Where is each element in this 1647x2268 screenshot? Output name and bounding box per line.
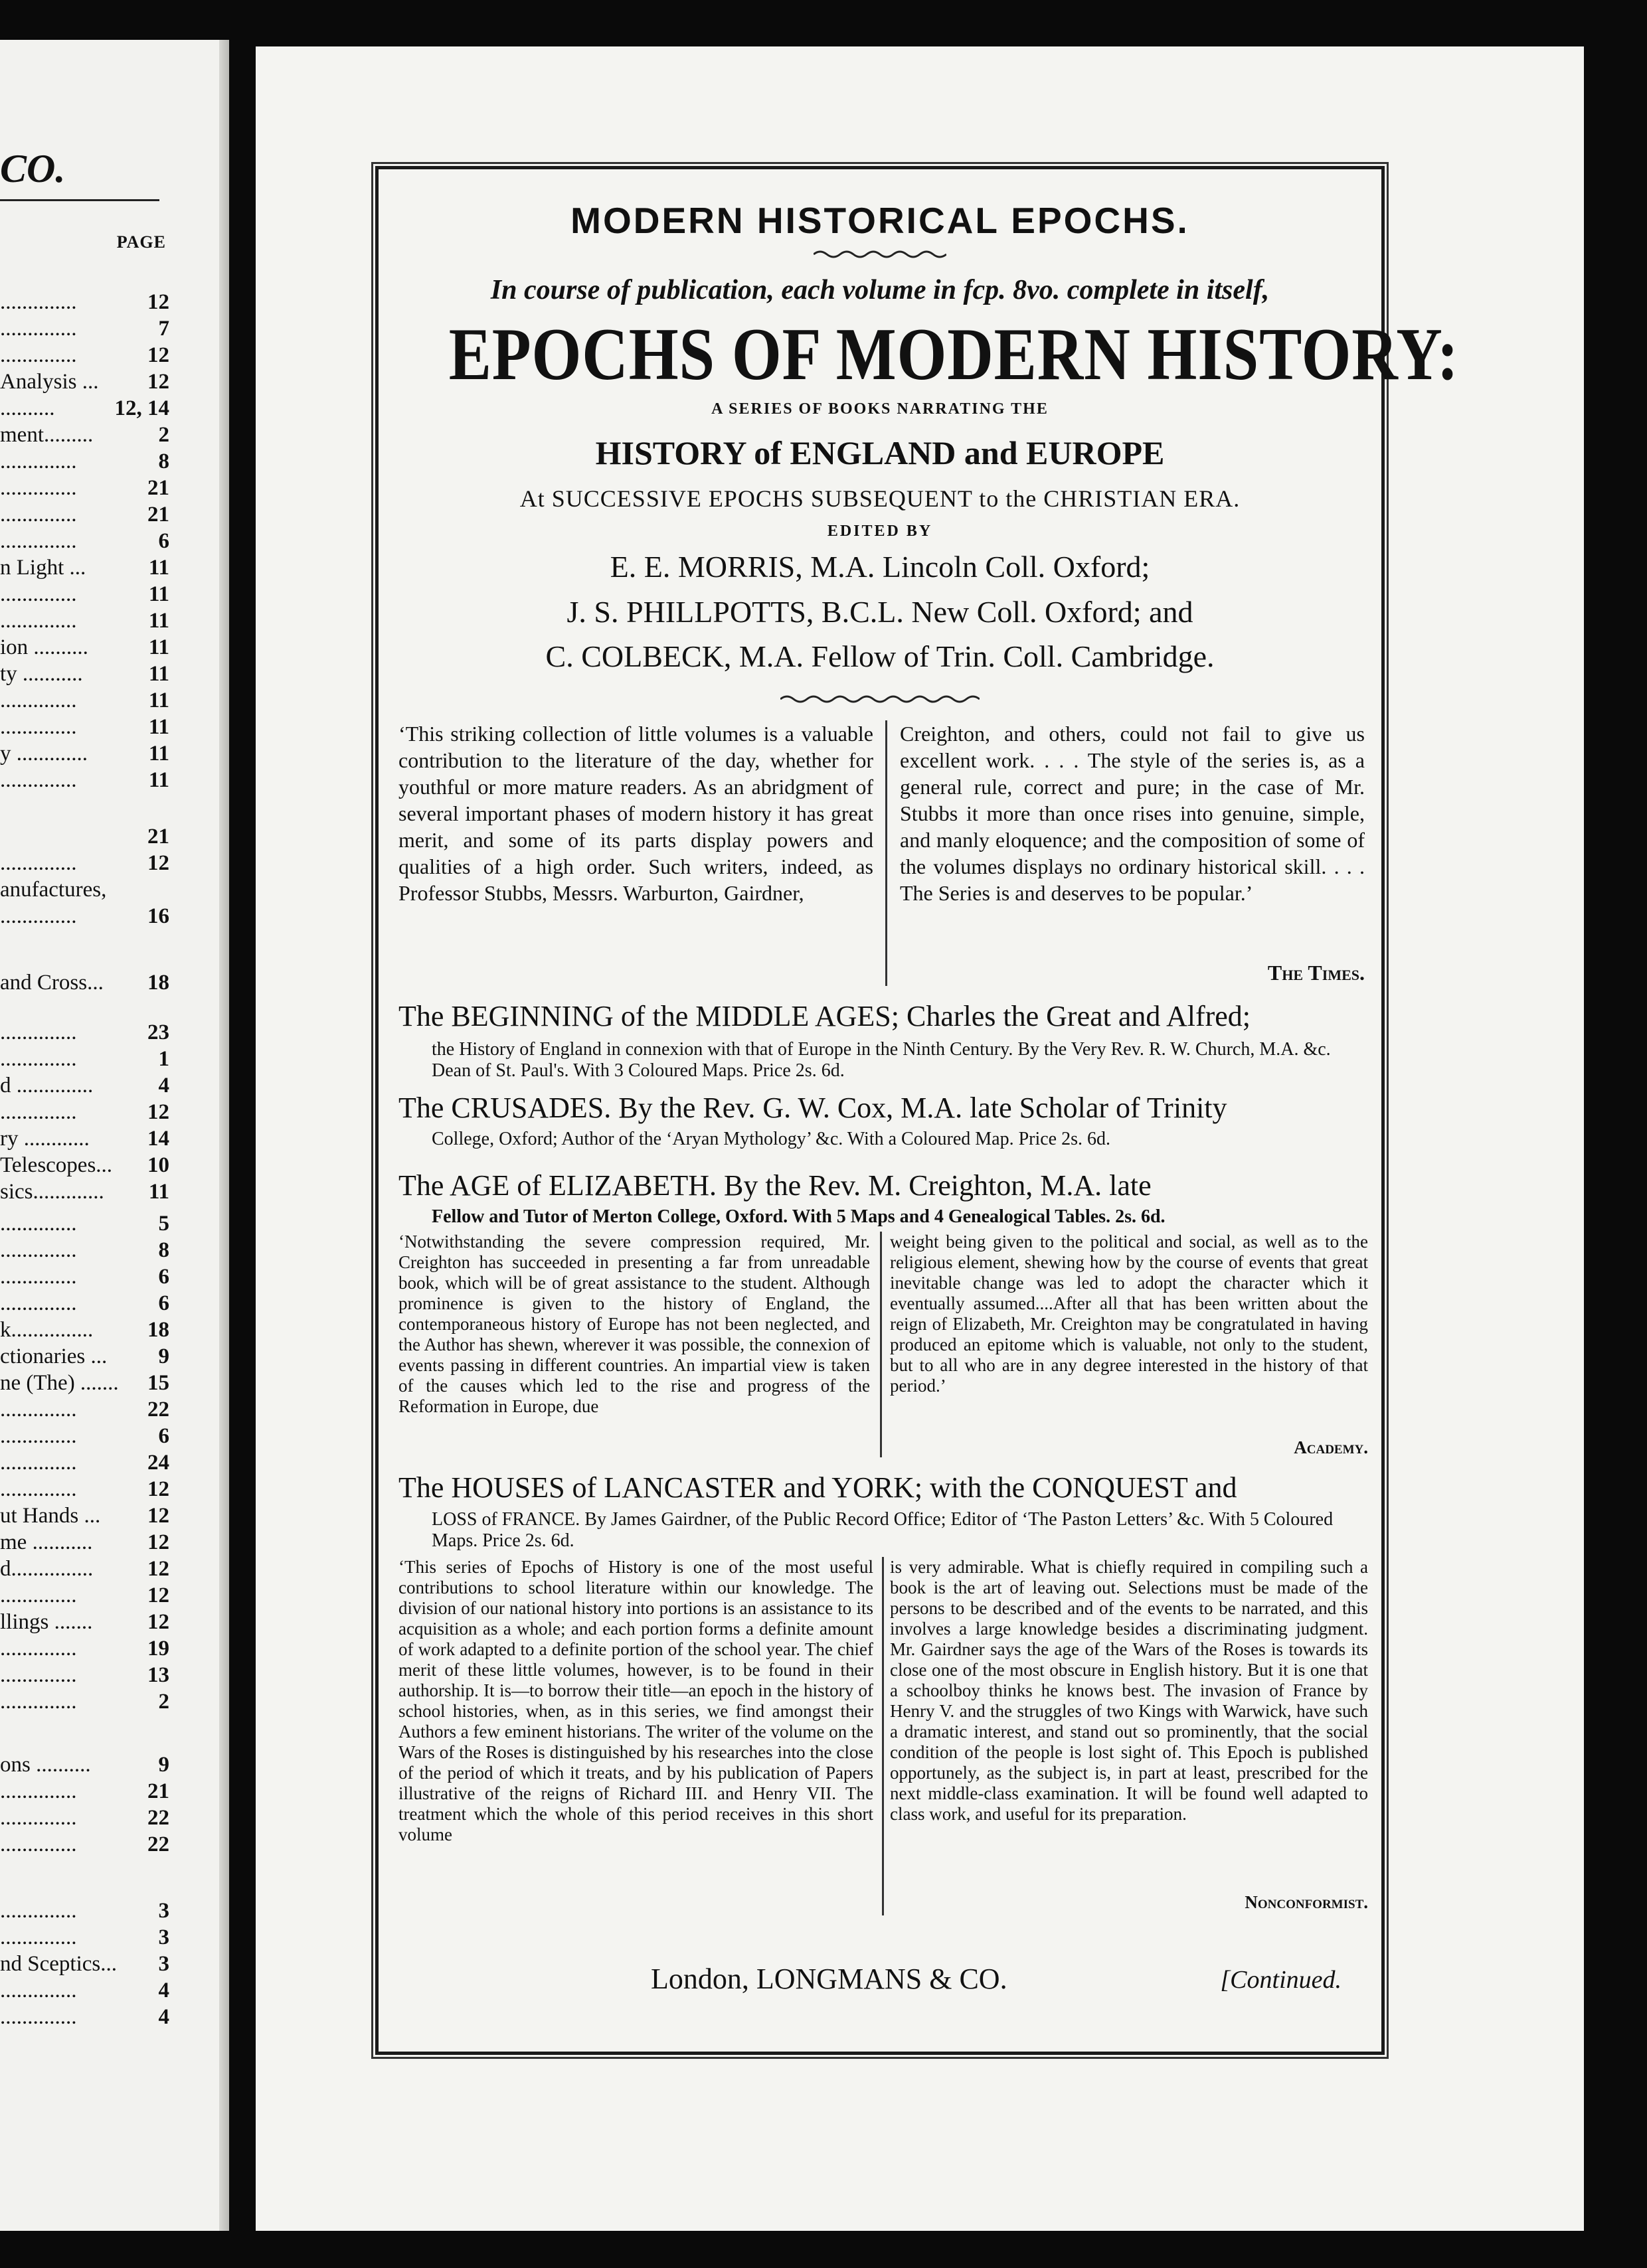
index-row [0,1805,169,1831]
index-row [0,1502,169,1529]
index-row [0,876,169,903]
index-row-label: .............. [0,609,77,633]
index-row [0,1317,169,1343]
index-row-page-number: 2 [158,423,169,447]
index-row-page-number: 24 [147,1451,169,1475]
index-row-label: .............. [0,529,77,553]
index-row [0,289,169,315]
book-title-elizabeth: The AGE of ELIZABETH. By the Rev. M. Creighton, M.A. late [398,1169,1152,1202]
book-gutter [219,40,229,2231]
index-row-page-number: 12 [147,1583,169,1607]
index-row-page-number: 8 [158,1238,169,1262]
index-row-page-number: 22 [147,1398,169,1421]
index-row-label: .............. [0,1212,77,1236]
nonconformist-review-left: ‘This series of Epochs of History is one of the most useful contributions to school literature within our knowledge. The division of our national history into portions is an assistance to its acquisition as a whole; and each portion forms a definite amount of work adapted to a definite portion of the school year. The chief merit of these little volumes, however, is to be found in their authorship. It is—to borrow their title—an epoch in the history of school histories, when, as in this series, we find amongst their Authors a few eminent historians. The writer of the volume on the Wars of the Roses is distinguished by his researches into the close of the period of which it treats, and by his publication of Papers illustrative of the reigns of Richard III. and Henry VII. The treatment which the whole of this period receives in this short volume [398,1557,873,1844]
index-row-label: ons .......... [0,1753,91,1777]
index-row [0,581,169,608]
index-row [0,634,169,661]
index-row-label: anufactures, [0,878,107,902]
page-column-header: PAGE [116,232,166,252]
index-row-label: .............. [0,904,77,928]
index-row-page-number: 9 [158,1753,169,1777]
index-row-label: .............. [0,1020,77,1044]
publication-note: In course of publication, each volume in fcp. 8vo. complete in itself, [490,275,1270,305]
index-row-label: .............. [0,715,77,739]
ad-header: MODERN HISTORICAL EPOCHS. [570,200,1189,241]
index-row [0,969,169,996]
continued-note: [Continued. [1220,1966,1342,1994]
divider [0,199,159,201]
index-row-label: .............. [0,290,77,314]
times-review-right: Creighton, and others, could not fail to give us excellent work. . . . The style of the series is, as a general rule, correct and pure; in the case of Mr. Stubbs it more than once rises into genuine, simple, and manly eloquence; and the composition of some of the volumes displays no ordinary historical skill. . . . The Series is and deserves to be popular.’ [900,722,1365,905]
flourish-ornament [814,249,946,260]
index-row [0,1662,169,1688]
index-row [0,315,169,342]
column-divider [882,1557,884,1915]
index-row [0,1556,169,1582]
index-row-page-number: 6 [158,1265,169,1289]
index-row-page-number: 3 [158,1899,169,1923]
index-row [0,1529,169,1556]
index-row-label: .............. [0,851,77,875]
index-row [0,740,169,767]
index-row [0,661,169,687]
index-row-page-number: 5 [158,1212,169,1236]
index-row-label: llings ....... [0,1610,93,1634]
index-row-page-number: 11 [148,609,169,633]
index-row-label: .............. [0,317,77,341]
index-row [0,1609,169,1635]
index-row-page-number: 12 [147,1477,169,1501]
index-row-page-number: 11 [148,688,169,712]
index-row-page-number: 7 [158,317,169,341]
index-row-page-number: 22 [147,1806,169,1830]
times-review-left: ‘This striking collection of little volumes is a valuable contribution to the literature of the day, whether for youthful or more mature readers. As an abridgment of several important phases of modern history it has great merit, and some of its parts display powers and qualities of a high order. Such writers, indeed, as Professor Stubbs, Messrs. Warburton, Gairdner, [398,722,873,905]
index-row [0,1635,169,1662]
index-row-page-number: 12 [147,370,169,394]
advertisement-page [256,46,1584,2231]
index-row [0,1582,169,1609]
index-row [0,1751,169,1778]
index-row [0,1210,169,1237]
index-row [0,1898,169,1924]
index-row [0,1977,169,2004]
column-divider [880,1232,882,1457]
index-row [0,823,169,850]
index-row-page-number: 12 [147,343,169,367]
index-row-label: .............. [0,582,77,606]
advertisement-frame [375,166,1459,2055]
nonconformist-source: Nonconformist. [1245,1892,1368,1912]
book-title-lancaster-york: The HOUSES of LANCASTER and YORK; with the CONQUEST and [398,1471,1237,1504]
index-row-page-number: 21 [147,825,169,849]
index-row-page-number: 19 [147,1637,169,1660]
index-row-page-number: 11 [148,1180,169,1204]
index-row [0,1778,169,1805]
index-row [0,1831,169,1858]
index-row-label: .......... [0,396,55,420]
book-title-middle-ages: The BEGINNING of the MIDDLE AGES; Charles the Great and Alfred; [398,1000,1251,1032]
editor-3: C. COLBECK, M.A. Fellow of Trin. Coll. Cambridge. [545,639,1215,673]
index-row-label: .............. [0,1047,77,1071]
index-row-page-number: 4 [158,1979,169,2002]
index-row-page-number: 6 [158,1291,169,1315]
index-row [0,1370,169,1396]
index-row-label: .............. [0,1398,77,1421]
index-row-page-number: 12 [147,1530,169,1554]
index-row-page-number: 10 [147,1153,169,1177]
index-row-label: sics............. [0,1180,104,1204]
index-row-label: .............. [0,688,77,712]
index-row [0,1924,169,1951]
index-row-label: .............. [0,503,77,526]
index-row-label: .............. [0,1424,77,1448]
index-row [0,1072,169,1099]
book-desc-elizabeth: Fellow and Tutor of Merton College, Oxford. With 5 Maps and 4 Genealogical Tables. 2s. 6d. [432,1206,1166,1227]
index-row-label: .............. [0,1663,77,1687]
index-row-label: .............. [0,1779,77,1803]
index-row-page-number: 3 [158,1925,169,1949]
index-row-label: nd Sceptics... [0,1952,117,1976]
index-row [0,448,169,475]
index-row-page-number: 12 [147,1610,169,1634]
index-row [0,903,169,930]
index-row-page-number: 12 [147,1557,169,1581]
index-row-label: .............. [0,476,77,500]
index-row [0,528,169,554]
index-row-page-number: 11 [148,768,169,792]
series-line: A SERIES OF BOOKS NARRATING THE [711,400,1049,418]
index-row-label: me ........... [0,1530,93,1554]
index-row [0,1237,169,1263]
index-row [0,395,169,422]
index-row-page-number: 18 [147,971,169,995]
index-row-label: ne (The) ....... [0,1371,119,1395]
index-row [0,368,169,395]
index-row-page-number: 16 [147,904,169,928]
index-row [0,1688,169,1715]
index-row-page-number: 11 [148,742,169,766]
index-row [0,608,169,634]
index-row-label: .............. [0,1925,77,1949]
index-row-page-number: 11 [148,635,169,659]
history-line: HISTORY of ENGLAND and EUROPE [595,434,1165,471]
index-row-page-number: 4 [158,1074,169,1097]
index-row-page-number: 12 [147,1100,169,1124]
edited-by-label: EDITED BY [827,523,933,540]
index-row-label: .............. [0,1265,77,1289]
index-row [0,1152,169,1178]
index-row-label: .............. [0,1637,77,1660]
index-row-page-number: 12, 14 [114,396,169,420]
nonconformist-review-right: is very admirable. What is chiefly required in compiling such a book is the art of leaving out. Selections must be made of the persons to be described and of the events to be narrated, and this involves a large knowledge besides a discriminating judgment. Mr. Gairdner says the age of the Wars of the Roses is towards its close one of the most obscure in English history. But it is one that a schoolboy thinks he knows best. The invasion of France by Henry V. and the struggles of two Kings with Warwick, have such a dramatic interest, and stand out so prominently, that the social condition of the people is lost sight of. This Epoch is published opportunely, as the subject is, in part at least, prescribed for the next middle-class examination. It will be found well adapted to class work, and useful for its preparation. [890,1557,1368,1824]
index-row-label: and Cross... [0,971,104,995]
index-row [0,1290,169,1317]
index-row-label: .............. [0,1238,77,1262]
index-row [0,475,169,501]
index-row-label: .............. [0,768,77,792]
index-row-page-number: 3 [158,1952,169,1976]
index-row-label: ry ............ [0,1127,90,1151]
index-row [0,342,169,368]
index-row-label: Analysis ... [0,370,99,394]
column-divider [885,720,887,986]
index-row-page-number: 6 [158,529,169,553]
index-row-label: ut Hands ... [0,1504,101,1528]
index-row [0,1046,169,1072]
index-row-page-number: 4 [158,2005,169,2029]
editor-2: J. S. PHILLPOTTS, B.C.L. New Coll. Oxford; and [566,595,1193,629]
index-row [0,1178,169,1205]
main-title: EPOCHS OF MODERN HISTORY: [448,313,1459,396]
adjacent-page-title: CO. [0,147,66,191]
index-row-page-number: 11 [148,662,169,686]
index-row-label: .............. [0,1832,77,1856]
index-row-page-number: 2 [158,1690,169,1714]
index-row-page-number: 1 [158,1047,169,1071]
index-row-page-number: 8 [158,449,169,473]
index-row [0,850,169,876]
index-row-page-number: 11 [148,715,169,739]
academy-review-right: weight being given to the political and social, as well as to the religious element, shewing how by the course of events that great inevitable change was led to adopt the character which it eventually assumed....After all that has been written about the reign of Elizabeth, Mr. Creighton may be congratulated in having produced an epitome which is valuable, not only to the student, but to all who are in any degree interested in the history of that period.’ [890,1232,1368,1396]
index-row-label: .............. [0,343,77,367]
index-row-label: ion .......... [0,635,88,659]
index-row-page-number: 9 [158,1344,169,1368]
index-row-page-number: 21 [147,1779,169,1803]
index-row [0,501,169,528]
index-row-label: ment......... [0,423,94,447]
index-row-page-number: 11 [148,582,169,606]
index-row-label: d............... [0,1557,94,1581]
epochs-line: At SUCCESSIVE EPOCHS SUBSEQUENT to the CHRISTIAN ERA. [519,485,1241,512]
index-row [0,2004,169,2030]
index-row-label: .............. [0,1583,77,1607]
index-row-label: ctionaries ... [0,1344,108,1368]
book-title-crusades: The CRUSADES. By the Rev. G. W. Cox, M.A. late Scholar of Trinity [398,1092,1227,1124]
index-row-label: .............. [0,1477,77,1501]
index-row-label: d .............. [0,1074,94,1097]
index-row-label: .............. [0,1690,77,1714]
index-row-label: k............... [0,1318,94,1342]
index-row [0,1449,169,1476]
index-row-page-number: 12 [147,851,169,875]
index-row [0,1423,169,1449]
index-row [0,714,169,740]
book-desc-lancaster-york: LOSS of FRANCE. By James Gairdner, of the Public Record Office; Editor of ‘The Paston Letters’ &c. With 5 Coloured Maps. Price 2s. 6d. [432,1509,1334,1551]
index-row-page-number: 21 [147,476,169,500]
index-row-page-number: 11 [148,556,169,580]
index-row-label: y ............. [0,742,88,766]
index-row-label: .............. [0,1979,77,2002]
index-row-label: .............. [0,449,77,473]
times-source: The Times. [1267,961,1365,985]
index-row [0,767,169,793]
index-row-page-number: 21 [147,503,169,526]
index-row [0,1343,169,1370]
index-row-page-number: 14 [147,1127,169,1151]
index-row-label: .............. [0,1100,77,1124]
index-row-page-number: 22 [147,1832,169,1856]
index-row-label: .............. [0,1451,77,1475]
index-row [0,1125,169,1152]
index-row-label: .............. [0,1291,77,1315]
publisher-footer: London, LONGMANS & CO. [651,1963,1007,1995]
index-row-label: .............. [0,2005,77,2029]
index-row-page-number: 12 [147,1504,169,1528]
index-row [0,687,169,714]
index-row [0,1263,169,1290]
academy-review-left: ‘Notwithstanding the severe compression required, Mr. Creighton has succeeded in presenting a far from unreadable book, which will be of great assistance to the student. Although prominence is given to the history of England, the contemporaneous history of Europe has not been neglected, and the Author has shewn, wherever it was possible, the connexion of events passing in different countries. An impartial view is taken of the causes which led to the rise and progress of the Reformation in Europe, due [398,1232,870,1416]
index-row [0,1396,169,1423]
index-row-page-number: 18 [147,1318,169,1342]
index-row-page-number: 15 [147,1371,169,1395]
academy-source: Academy. [1294,1437,1368,1457]
index-row [0,1951,169,1977]
editor-1: E. E. MORRIS, M.A. Lincoln Coll. Oxford; [610,550,1150,584]
index-row [0,422,169,448]
index-row [0,1019,169,1046]
index-row-page-number: 12 [147,290,169,314]
index-row-label: ty ........... [0,662,83,686]
book-desc-crusades: College, Oxford; Author of the ‘Aryan Mythology’ &c. With a Coloured Map. Price 2s. 6d. [432,1129,1110,1149]
index-row-label: .............. [0,1899,77,1923]
index-row [0,1099,169,1125]
index-row-label: Telescopes... [0,1153,113,1177]
index-row-label: .............. [0,1806,77,1830]
book-desc-middle-ages: the History of England in connexion with that of Europe in the Ninth Century. By the Very Rev. R. W. Church, M.A. &c. Dean of St. Paul's. With 3 Coloured Maps. Price 2s. 6d. [432,1039,1331,1081]
index-row [0,554,169,581]
index-row-label: n Light ... [0,556,86,580]
index-row-page-number: 13 [147,1663,169,1687]
index-row [0,1476,169,1502]
flourish-ornament [780,694,980,704]
index-row-page-number: 6 [158,1424,169,1448]
index-row-page-number: 23 [147,1020,169,1044]
adjacent-page [0,40,229,2231]
